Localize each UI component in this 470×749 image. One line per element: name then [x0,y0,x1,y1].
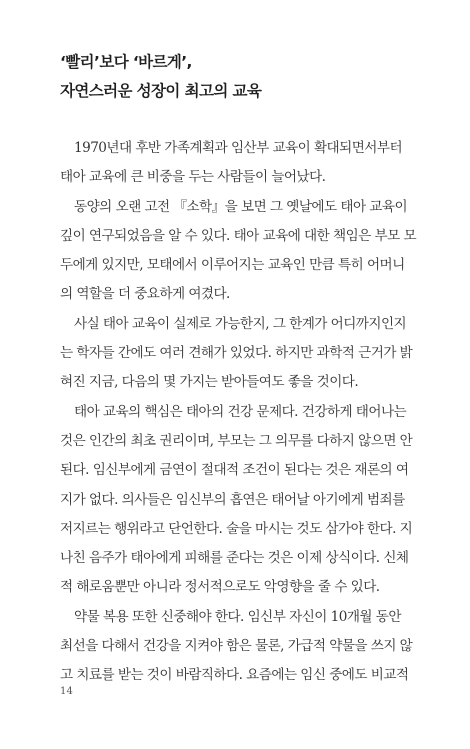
text-line: 동양의 오랜 고전 『소학』을 보면 그 옛날에도 태아 교육이 [74,198,408,215]
text-line: 사실 태아 교육이 실제로 가능한지, 그 한계가 어디까지인지 [74,315,407,332]
text-line: 태아 교육에 큰 비중을 두는 사람들이 늘어났다. [60,169,326,186]
text-line: 의 역할을 더 중요하게 여겼다. [60,286,230,303]
text-line: 적 해로움뿐만 아니라 정서적으로도 악영향을 줄 수 있다. [60,579,380,596]
text-line: 약물 복용 또한 신중해야 한다. 임신부 자신이 10개월 동안 [74,608,401,625]
text-line: 최선을 다해서 건강을 지켜야 함은 물론, 가급적 약물을 쓰지 않 [60,638,413,655]
text-line: 저지르는 행위라고 단언한다. 술을 마시는 것도 삼가야 한다. 지 [60,520,413,537]
body-text [60,134,417,691]
text-line: 는 학자들 간에도 여러 견해가 있었다. 하지만 과학적 근거가 밝 [60,345,413,362]
text-line: 된다. 임신부에게 금연이 절대적 조건이 된다는 것은 재론의 여 [60,462,409,479]
chapter-heading [60,48,420,106]
text-line: 태아 교육의 핵심은 태아의 건강 문제다. 건강하게 태어나는 [74,403,407,420]
heading-line-1: ‘빨리’보다 ‘바르게’, [60,53,192,71]
text-line: 혀진 지금, 다음의 몇 가지는 받아들여도 좋을 것이다. [60,374,359,391]
page-number: 14 [60,686,74,697]
text-line: 지가 없다. 의사들은 임신부의 흡연은 태어날 아기에게 범죄를 [60,491,405,508]
text-line: 1970년대 후반 가족계획과 임산부 교육이 확대되면서부터 [74,140,403,156]
text-line: 두에게 있지만, 모태에서 이루어지는 교육인 만큼 특히 어머니 [60,257,405,274]
text-line: 고 치료를 받는 것이 바람직하다. 요즘에는 임신 중에도 비교적 [60,667,409,684]
text-line: 나친 음주가 태아에게 피해를 준다는 것은 이제 상식이다. 신체 [60,550,409,567]
heading-line-2: 자연스러운 성장이 최고의 교육 [60,82,262,100]
text-line: 깊이 연구되었음을 알 수 있다. 태아 교육에 대한 책임은 부모 모 [60,227,417,244]
text-line: 것은 인간의 최초 권리이며, 부모는 그 의무를 다하지 않으면 안 [60,432,413,449]
